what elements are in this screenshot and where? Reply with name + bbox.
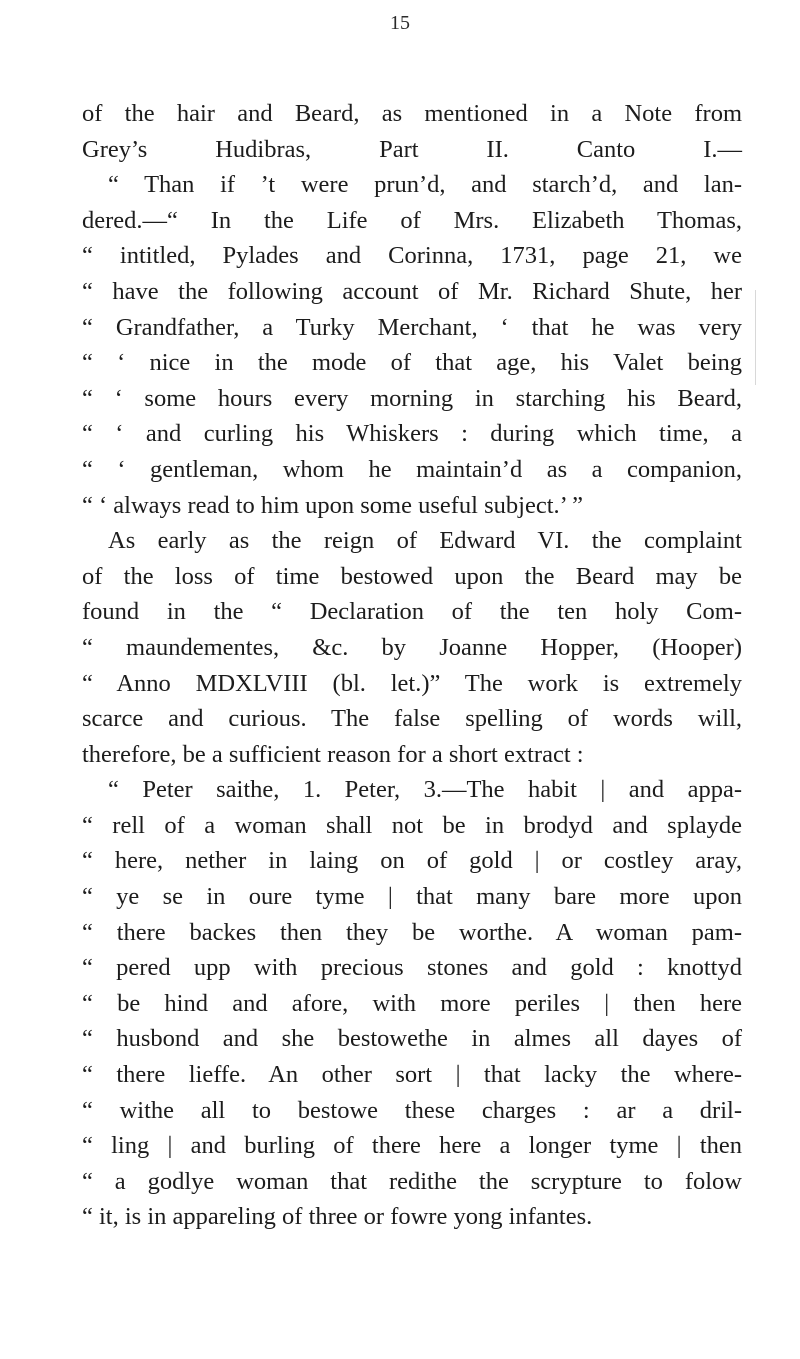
text-line: of the hair and Beard, as mentioned in a Note from (82, 100, 742, 127)
text-line: dered.—“ In the Life of Mrs. Elizabeth Thomas, (82, 206, 742, 234)
text-line: “ ‘ gentleman, whom he maintain’d as a companion, (82, 455, 742, 483)
page-number: 15 (390, 12, 410, 34)
text-line: “ there lieffe. An other sort | that lacky the where- (82, 1061, 742, 1089)
body-text (82, 96, 742, 1235)
text-line: “ ‘ and curling his Whiskers : during which time, a (82, 420, 742, 448)
text-line: “ husbond and she bestowethe in almes all dayes of (82, 1025, 742, 1053)
paragraph-2 (82, 523, 742, 772)
text-line: “ intitled, Pylades and Corinna, 1731, page 21, we (82, 242, 742, 270)
text-line: “ have the following account of Mr. Richard Shute, her (82, 277, 742, 305)
text-line: “ rell of a woman shall not be in brodyd and splayde (82, 811, 742, 839)
text-line: “ be hind and afore, with more periles | then here (82, 989, 742, 1017)
text-line: “ Anno MDXLVIII (bl. let.)” The work is extremely (82, 669, 742, 697)
margin-mark (755, 290, 756, 385)
text-line: “ here, nether in laing on of gold | or costley aray, (82, 847, 742, 875)
text-line: of the loss of time bestowed upon the Beard may be (82, 562, 742, 590)
text-line: “ Grandfather, a Turky Merchant, ‘ that he was very (82, 313, 742, 341)
text-line: “ a godlye woman that redithe the scrypture to folow (82, 1167, 742, 1195)
text-line: “ withe all to bestowe these charges : ar a dril- (82, 1096, 742, 1124)
text-line: “ Than if ’t were prun’d, and starch’d, and lan- (108, 171, 742, 199)
text-line: “ ling | and burling of there here a longer tyme | then (82, 1132, 742, 1160)
text-line: Grey’s Hudibras, Part II. Canto I.— (82, 135, 742, 163)
text-line: “ ‘ nice in the mode of that age, his Valet being (82, 349, 742, 377)
text-line: “ maundementes, &c. by Joanne Hopper, (Hooper) (82, 633, 742, 661)
paragraph-1 (82, 96, 742, 523)
text-line: found in the “ Declaration of the ten holy Com- (82, 598, 742, 626)
paragraph-3 (82, 772, 742, 1235)
text-line: “ it, is in appareling of three or fowre yong infantes. (82, 1203, 593, 1231)
text-line: “ ‘ some hours every morning in starching his Beard, (82, 384, 742, 412)
text-line: “ pered upp with precious stones and gold : knottyd (82, 954, 742, 982)
text-line: therefore, be a sufficient reason for a short extract : (82, 740, 584, 768)
text-line: As early as the reign of Edward VI. the complaint (108, 527, 742, 555)
text-line: scarce and curious. The false spelling of words will, (82, 705, 742, 733)
text-line: “ there backes then they be worthe. A woman pam- (82, 918, 742, 946)
text-line: “ ye se in oure tyme | that many bare more upon (82, 883, 742, 911)
text-line: “ Peter saithe, 1. Peter, 3.—The habit | and appa- (108, 776, 742, 804)
text-line: “ ‘ always read to him upon some useful subject.’ ” (82, 491, 583, 519)
